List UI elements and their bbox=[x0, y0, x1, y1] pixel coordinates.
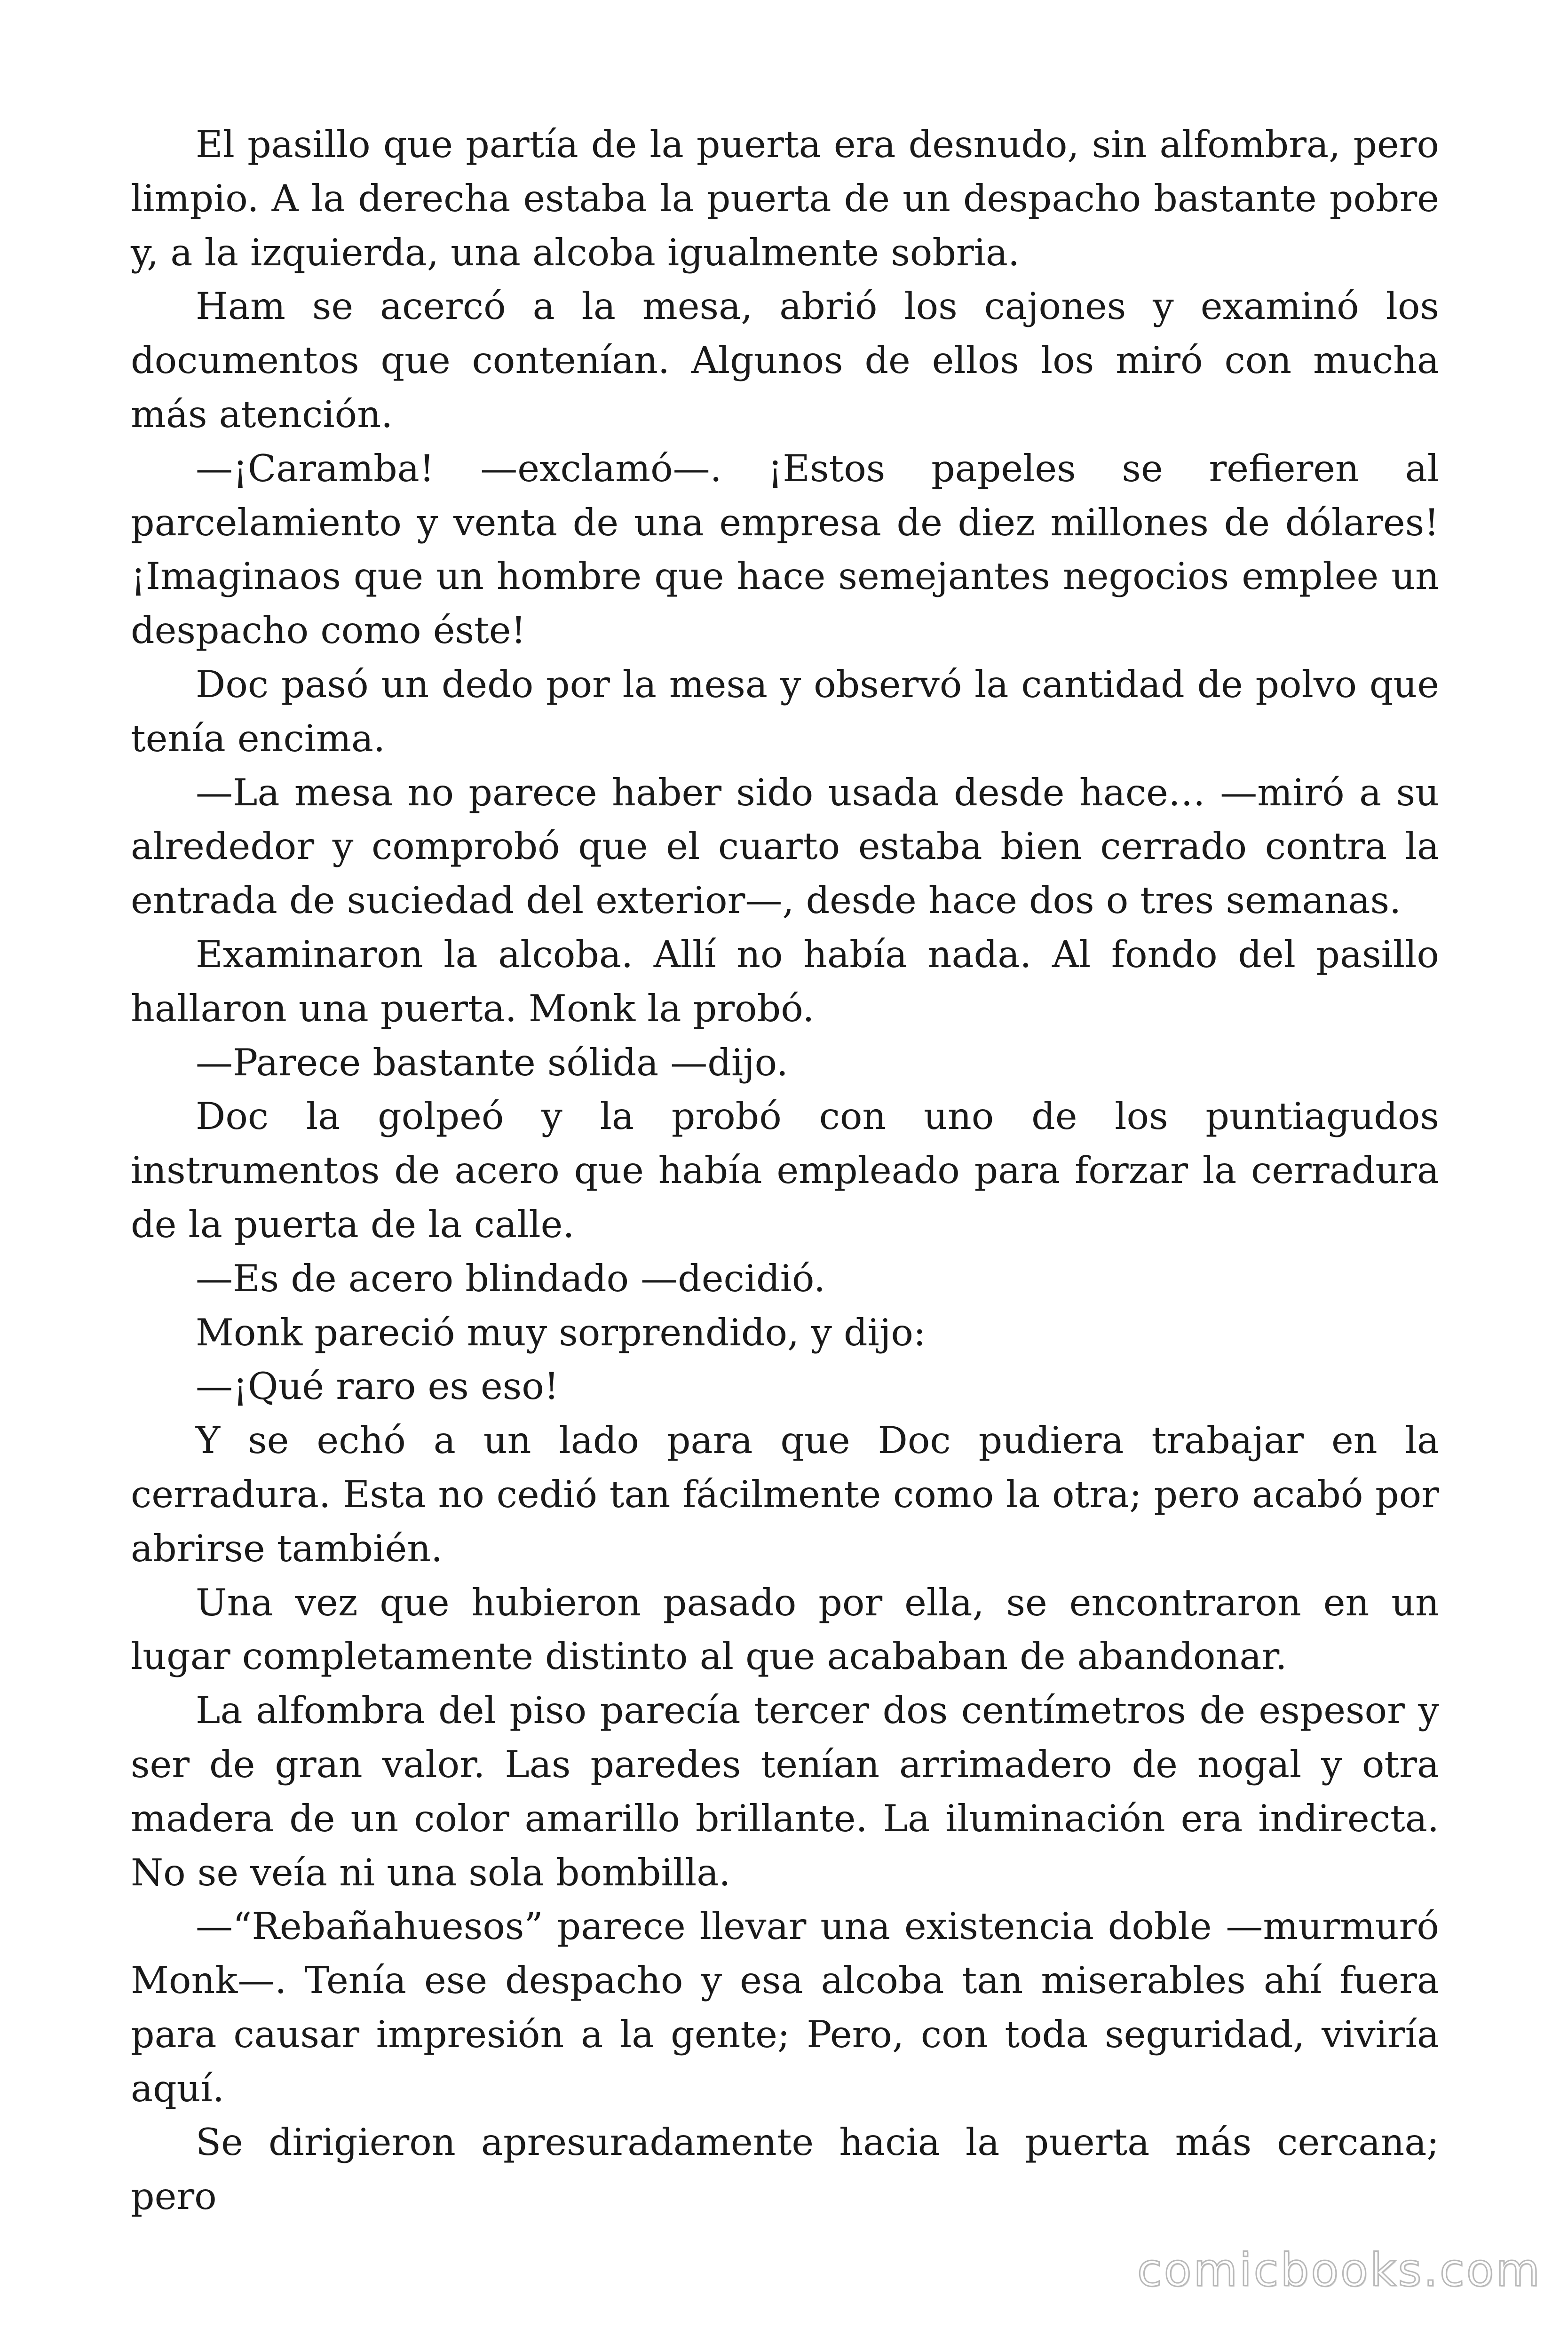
paragraph: El pasillo que partía de la puerta era desnudo, sin alfombra, pero limpio. A la derecha estaba la puerta de un despacho bastante pobre y, a la izquierda, una alcoba igualmente sobria. bbox=[131, 123, 1439, 274]
paragraph: —Parece bastante sólida —dijo. bbox=[196, 1041, 788, 1084]
paragraph: Y se echó a un lado para que Doc pudiera trabajar en la cerradura. Esta no cedió tan fácilmente como la otra; pero acabó por abrirse también. bbox=[131, 1419, 1439, 1570]
paragraph: —La mesa no parece haber sido usada desde hace… —miró a su alrededor y comprobó que el cuarto estaba bien cerrado contra la entrada de suciedad del exterior—, desde hace dos o tres semanas. bbox=[131, 771, 1439, 922]
paragraph: Una vez que hubieron pasado por ella, se encontraron en un lugar completamente distinto al que acababan de abandonar. bbox=[131, 1581, 1439, 1678]
paragraph: Examinaron la alcoba. Allí no había nada. Al fondo del pasillo hallaron una puerta. Monk la probó. bbox=[131, 932, 1439, 1030]
page-body-text bbox=[131, 118, 1439, 2224]
paragraph: La alfombra del piso parecía tercer dos centímetros de espesor y ser de gran valor. Las paredes tenían arrimadero de nogal y otra madera de un color amarillo brillante. La iluminación era indirecta. No se veía ni una sola bombilla. bbox=[131, 1689, 1439, 1894]
paragraph: Monk pareció muy sorprendido, y dijo: bbox=[196, 1311, 926, 1354]
paragraph: —“Rebañahuesos” parece llevar una existencia doble —murmuró Monk—. Tenía ese despacho y esa alcoba tan miserables ahí fuera para causar impresión a la gente; Pero, con toda seguridad, viviría aquí. bbox=[131, 1905, 1439, 2110]
watermark: comicbooks.com bbox=[1137, 2244, 1542, 2296]
paragraph: Ham se acercó a la mesa, abrió los cajones y examinó los documentos que contenían. Algunos de ellos los miró con mucha más atención. bbox=[131, 285, 1439, 436]
paragraph: Doc pasó un dedo por la mesa y observó la cantidad de polvo que tenía encima. bbox=[131, 662, 1439, 760]
paragraph: Doc la golpeó y la probó con uno de los puntiagudos instrumentos de acero que había empleado para forzar la cerradura de la puerta de la calle. bbox=[131, 1095, 1439, 1246]
paragraph: —¡Caramba! —exclamó—. ¡Estos papeles se refieren al parcelamiento y venta de una empresa de diez millones de dólares! ¡Imaginaos que un hombre que hace semejantes negocios emplee un despacho como éste! bbox=[131, 446, 1439, 652]
paragraph: —Es de acero blindado —decidió. bbox=[196, 1256, 826, 1300]
paragraph: Se dirigieron apresuradamente hacia la puerta más cercana; pero bbox=[131, 2121, 1439, 2218]
paragraph: —¡Qué raro es eso! bbox=[196, 1365, 559, 1408]
